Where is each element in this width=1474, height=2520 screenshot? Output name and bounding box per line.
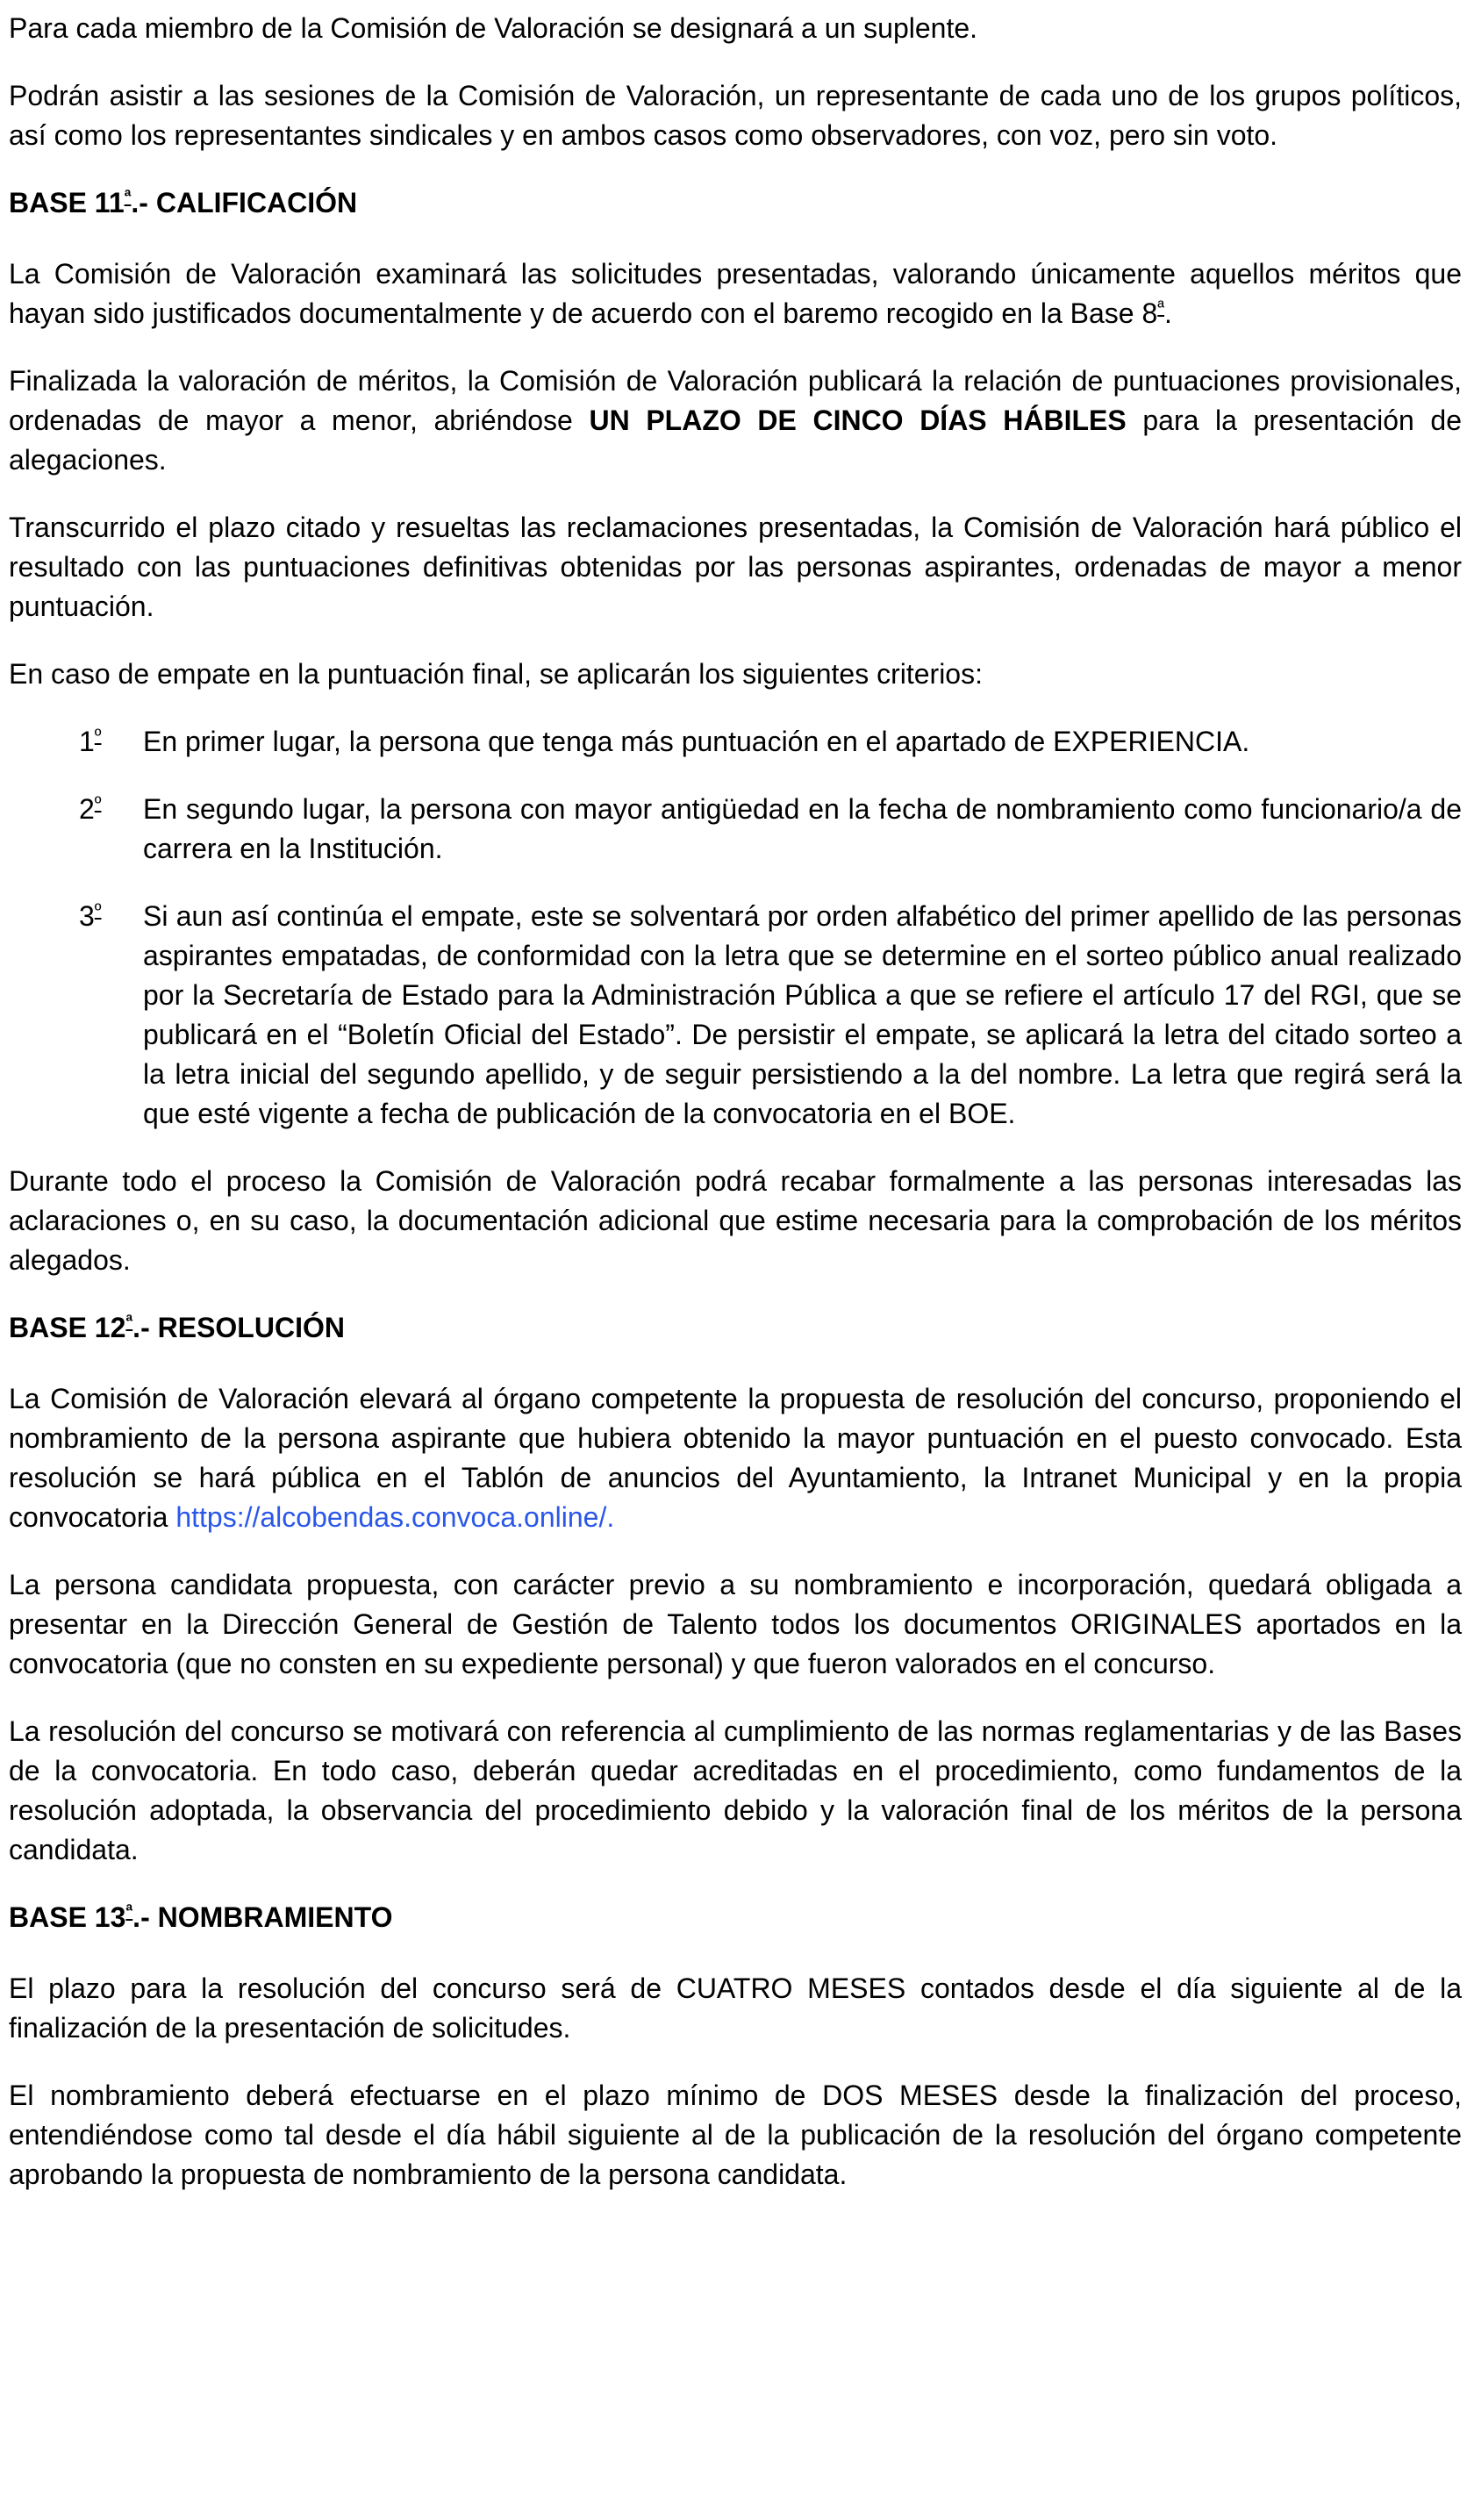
paragraph-plazo-nombramiento: El nombramiento deberá efectuarse en el plazo mínimo de DOS MESES desde la finalización del proceso, entendiéndose como tal desde el día hábil siguiente al de la publicación de la resolución del órgano competente aprobando la propuesta de nombramiento de la persona candidata.	[9, 2080, 1462, 2190]
paragraph-plazo-resolucion: El plazo para la resolución del concurso será de CUATRO MESES contados desde el día siguiente al de la finalización de la presentación de solicitudes.	[9, 1972, 1462, 2044]
paragraph-text: La Comisión de Valoración elevará al órgano competente la propuesta de resolución del concurso, proponiendo el nombramiento de la persona aspirante que hubiera obtenido la mayor puntuación en el puesto convocado. Esta resolución se hará pública en el Tablón de anuncios del Ayuntamiento, la Intranet Municipal y en la propia convocatoria	[9, 1383, 1462, 1533]
list-marker: 3º	[79, 900, 102, 932]
list-marker-number: 1	[79, 726, 95, 757]
paragraph-suplente: Para cada miembro de la Comisión de Valoración se designará a un suplente.	[9, 12, 978, 44]
tie-break-criteria-list	[9, 722, 1462, 1134]
heading-text: .- NOMBRAMIENTO	[132, 1901, 393, 1933]
section-heading-base-12-resolucion: BASE 12ª.- RESOLUCIÓN	[9, 1312, 345, 1343]
list-marker-number: 2	[79, 793, 95, 825]
paragraph-propuesta-resolucion	[9, 1379, 1462, 1537]
paragraph-motivacion-resolucion: La resolución del concurso se motivará con referencia al cumplimiento de las normas reglamentarias y de las Bases de la convocatoria. En todo caso, deberán quedar acreditadas en el procedimiento, como fundamentos de la resolución adoptada, la observancia del procedimiento debido y la valoración final de los méritos de la persona candidata.	[9, 1715, 1462, 1865]
paragraph-text: Finalizada la valoración de méritos, la Comisión de Valoración publicará la relación de puntuaciones provisionales, ordenadas de mayor a menor, abriéndose	[9, 365, 1462, 436]
paragraph-puntuaciones-definitivas: Transcurrido el plazo citado y resueltas las reclamaciones presentadas, la Comisión de Valoración hará público el resultado con las puntuaciones definitivas obtenidas por las personas aspirantes, ordenadas de mayor a menor puntuación.	[9, 512, 1462, 622]
paragraph-recabar-aclaraciones: Durante todo el proceso la Comisión de Valoración podrá recabar formalmente a las personas interesadas las aclaraciones o, en su caso, la documentación adicional que estime necesaria para la comprobación de los méritos alegados.	[9, 1165, 1462, 1276]
paragraph-criterios-empate-intro: En caso de empate en la puntuación final, se aplicarán los siguientes criterios:	[9, 658, 983, 690]
heading-text: .- CALIFICACIÓN	[131, 187, 358, 218]
bold-plazo-cinco-dias: UN PLAZO DE CINCO DÍAS HÁBILES	[589, 404, 1127, 436]
heading-text: BASE 13	[9, 1901, 126, 1933]
paragraph-examen-solicitudes: La Comisión de Valoración examinará las solicitudes presentadas, valorando únicamente aquellos méritos que hayan sido justificados documentalmente y de acuerdo con el baremo recogido en la Base 8ª.	[9, 258, 1462, 329]
section-heading-base-11-calificacion: BASE 11ª.- CALIFICACIÓN	[9, 187, 358, 218]
list-marker-number: 3	[79, 900, 95, 932]
list-marker: 2º	[79, 793, 102, 825]
paragraph-puntuaciones-provisionales	[9, 362, 1462, 480]
paragraph-text: La Comisión de Valoración examinará las solicitudes presentadas, valorando únicamente aquellos méritos que hayan sido justificados documentalmente y de acuerdo con el baremo recogido en la Base 8	[9, 258, 1462, 329]
list-item-criterio-2	[9, 790, 1462, 869]
heading-text: BASE 12	[9, 1312, 126, 1343]
heading-text: BASE 11	[9, 187, 125, 218]
list-item-text: En primer lugar, la persona que tenga más puntuación en el apartado de EXPERIENCIA.	[143, 726, 1250, 757]
section-heading-base-13-nombramiento: BASE 13ª.- NOMBRAMIENTO	[9, 1901, 393, 1933]
list-item-text: Si aun así continúa el empate, este se solventará por orden alfabético del primer apellido de las personas aspirantes empatadas, de conformidad con la letra que se determine en el sorteo público anual realizado por la Secretaría de Estado para la Administración Pública a que se refiere el artículo 17 del RGI, que se publicará en el “Boletín Oficial del Estado”. De persistir el empate, se aplicará la letra del citado sorteo a la letra inicial del segundo apellido, y de seguir persistiendo a la del nombre. La letra que regirá será la que esté vigente a fecha de publicación de la convocatoria en el BOE.	[143, 900, 1462, 1129]
paragraph-documentos-originales: La persona candidata propuesta, con carácter previo a su nombramiento e incorporación, quedará obligada a presentar en la Dirección General de Gestión de Talento todos los documentos ORIGINALES aportados en la convocatoria (que no consten en su expediente personal) y que fueron valorados en el concurso.	[9, 1569, 1462, 1679]
list-marker: 1º	[79, 726, 102, 757]
convocatoria-link[interactable]: https://alcobendas.convoca.online/.	[175, 1501, 615, 1533]
list-item-criterio-1	[9, 722, 1462, 762]
paragraph-sesiones-observadores: Podrán asistir a las sesiones de la Comisión de Valoración, un representante de cada uno de los grupos políticos, así como los representantes sindicales y en ambos casos como observadores, con voz, pero sin voto.	[9, 80, 1462, 151]
paragraph-text: .	[1164, 297, 1172, 329]
paragraph-text: para la presentación de alegaciones.	[9, 404, 1463, 476]
list-item-text: En segundo lugar, la persona con mayor antigüedad en la fecha de nombramiento como funcionario/a de carrera en la Institución.	[143, 793, 1462, 864]
heading-text: .- RESOLUCIÓN	[132, 1312, 345, 1343]
list-item-criterio-3	[9, 897, 1462, 1134]
